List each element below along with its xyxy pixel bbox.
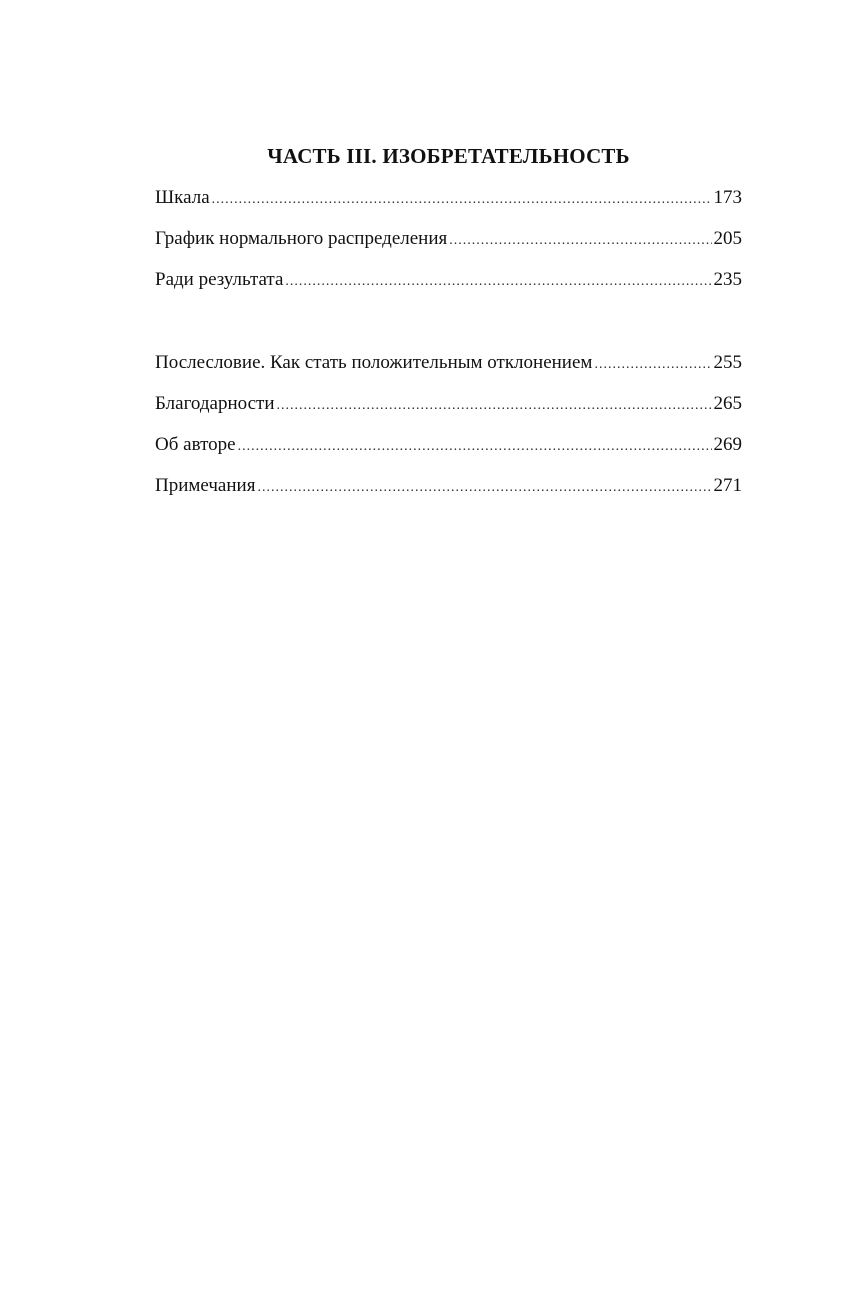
dot-leader — [594, 349, 711, 381]
toc-entry-title: Благодарности — [155, 393, 275, 414]
toc-entry-page: 173 — [713, 187, 742, 208]
toc-entry — [155, 429, 742, 470]
toc-entry-title: Об авторе — [155, 434, 236, 455]
part-title: ЧАСТЬ III. ИЗОБРЕТАТЕЛЬНОСТЬ — [267, 144, 630, 168]
toc-entry-title: Шкала — [155, 187, 210, 208]
dot-leader — [212, 184, 712, 216]
dot-leader — [285, 266, 711, 298]
toc-entry — [155, 264, 742, 305]
toc-entry-title: Ради результата — [155, 269, 284, 290]
dot-leader — [449, 225, 711, 257]
toc-entry-page: 205 — [713, 228, 742, 249]
toc-entry — [155, 388, 742, 429]
toc-entry-page: 271 — [713, 475, 742, 496]
toc-entry-page: 265 — [713, 393, 742, 414]
toc-entry-title: График нормального распределения — [155, 228, 448, 249]
dot-leader — [238, 431, 712, 463]
toc-section-back-matter — [155, 347, 742, 511]
toc-entry-page: 255 — [713, 352, 742, 373]
toc-entry — [155, 470, 742, 511]
toc-entry — [155, 347, 742, 388]
dot-leader — [277, 390, 712, 422]
toc-entry-page: 269 — [713, 434, 742, 455]
toc-entry — [155, 223, 742, 264]
toc-entry — [155, 182, 742, 223]
toc-entry-title: Послесловие. Как стать положительным отклонением — [155, 352, 593, 373]
dot-leader — [257, 472, 711, 504]
toc-entry-page: 235 — [713, 269, 742, 290]
toc-entry-title: Примечания — [155, 475, 256, 496]
toc-section-part-3 — [155, 182, 742, 305]
